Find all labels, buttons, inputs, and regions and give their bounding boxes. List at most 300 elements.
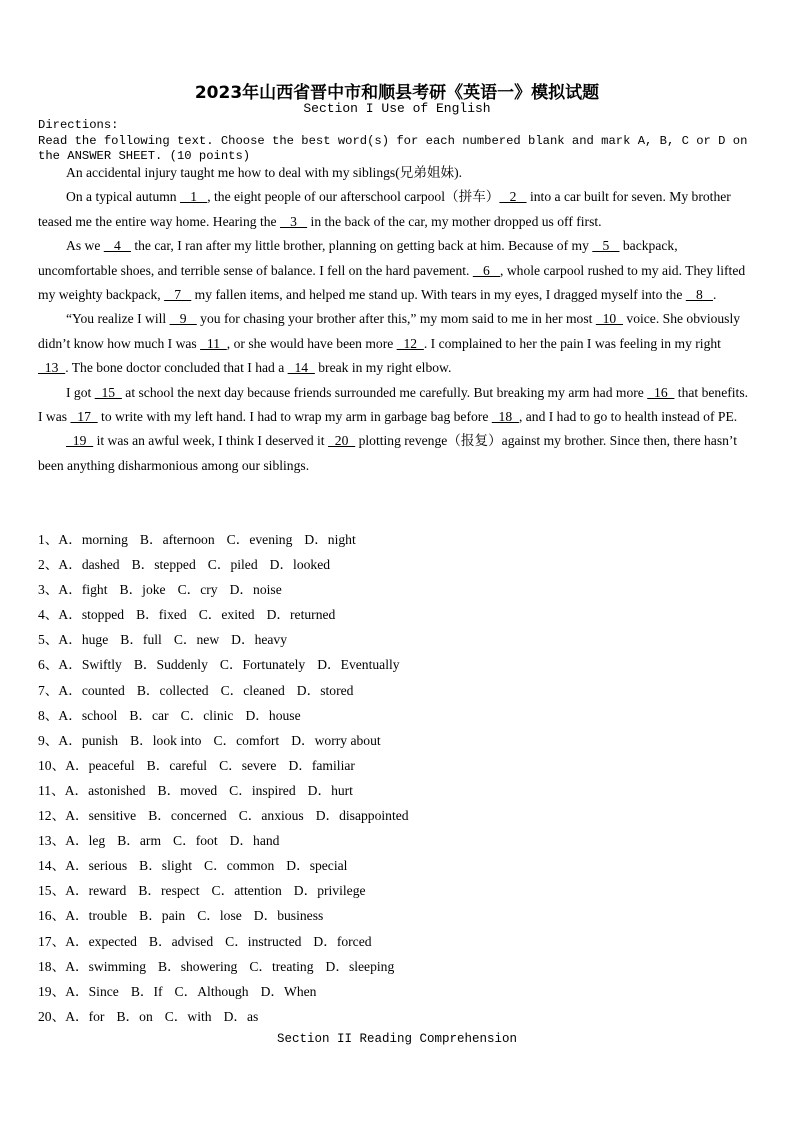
option-text: advised bbox=[171, 933, 214, 949]
option-letter: B． bbox=[136, 607, 159, 623]
answer-option bbox=[129, 708, 168, 723]
option-letter: A． bbox=[58, 657, 82, 673]
question-number: 14、 bbox=[38, 858, 66, 874]
answer-option bbox=[65, 984, 119, 999]
answer-option bbox=[254, 908, 324, 923]
question-row bbox=[38, 527, 421, 552]
answer-option bbox=[65, 833, 105, 848]
answer-option bbox=[239, 808, 304, 823]
option-letter: C． bbox=[204, 858, 227, 874]
answer-option bbox=[270, 557, 330, 572]
question-number: 20、 bbox=[38, 1008, 66, 1024]
option-letter: B． bbox=[116, 1008, 140, 1024]
option-letter: A． bbox=[65, 983, 89, 999]
option-text: new bbox=[196, 632, 220, 648]
passage-text: , and I had to go to health instead of PE. bbox=[518, 409, 738, 425]
option-text: exited bbox=[221, 607, 255, 623]
question-number: 17、 bbox=[38, 933, 66, 949]
option-text: reward bbox=[88, 883, 127, 899]
option-letter: D． bbox=[296, 682, 321, 698]
option-text: sleeping bbox=[348, 958, 395, 974]
passage-text: . The bone doctor concluded that I had a bbox=[65, 360, 288, 376]
option-letter: D． bbox=[288, 757, 312, 773]
option-text: Suddenly bbox=[156, 657, 208, 673]
option-letter: A． bbox=[58, 732, 82, 748]
option-text: comfort bbox=[236, 732, 280, 748]
option-letter: C． bbox=[164, 1008, 188, 1024]
passage-text: in the back of the car, my mother dropped us off first. bbox=[307, 213, 602, 229]
numbered-blank: 18 bbox=[491, 409, 519, 425]
question-number: 6、 bbox=[38, 657, 59, 673]
option-letter: C． bbox=[177, 582, 201, 598]
option-letter: D． bbox=[313, 933, 337, 949]
option-text: respect bbox=[161, 883, 200, 899]
paragraph bbox=[38, 429, 752, 478]
answer-option bbox=[286, 858, 347, 873]
question-row bbox=[38, 853, 421, 878]
option-letter: D． bbox=[253, 908, 278, 924]
answer-option bbox=[208, 557, 258, 572]
passage-text: plotting revenge（报复）against my brother. Since then, there hasn’t been anything disharmonious among our siblings. bbox=[38, 433, 737, 473]
paragraph bbox=[38, 161, 752, 185]
option-letter: B． bbox=[129, 707, 152, 723]
option-text: sensitive bbox=[88, 808, 137, 824]
option-text: piled bbox=[230, 557, 258, 573]
option-letter: D． bbox=[229, 833, 254, 849]
answer-option bbox=[117, 833, 161, 848]
paragraph bbox=[38, 185, 752, 234]
numbered-blank: 3 bbox=[279, 213, 308, 229]
question-row bbox=[38, 878, 421, 903]
answer-option bbox=[132, 557, 196, 572]
question-number: 12、 bbox=[38, 808, 66, 824]
answer-option bbox=[165, 1009, 212, 1024]
option-letter: A． bbox=[58, 532, 82, 547]
question-row bbox=[38, 1004, 421, 1029]
option-text: night bbox=[327, 532, 356, 547]
option-letter: D． bbox=[325, 958, 349, 974]
answer-option bbox=[134, 657, 208, 672]
numbered-blank: 19 bbox=[66, 433, 94, 449]
answer-option bbox=[212, 883, 282, 898]
question-row bbox=[38, 753, 421, 778]
answer-option bbox=[316, 808, 409, 823]
question-row bbox=[38, 678, 421, 703]
option-text: forced bbox=[336, 933, 372, 949]
passage-text: On a typical autumn bbox=[66, 189, 181, 205]
answer-option bbox=[249, 959, 313, 974]
answer-option bbox=[58, 582, 107, 597]
passage-text: I got bbox=[66, 384, 95, 400]
option-text: for bbox=[88, 1008, 105, 1024]
option-letter: C． bbox=[220, 682, 244, 698]
option-text: When bbox=[284, 983, 317, 999]
page-title: 2023年山西省晋中市和顺县考研《英语一》模拟试题 bbox=[194, 83, 600, 103]
option-letter: D． bbox=[317, 657, 341, 673]
answer-option bbox=[140, 532, 215, 547]
option-text: collected bbox=[159, 682, 209, 698]
numbered-blank: 8 bbox=[685, 287, 713, 303]
question-row bbox=[38, 577, 421, 602]
option-text: clinic bbox=[203, 707, 234, 723]
numbered-blank: 1 bbox=[180, 189, 208, 205]
option-text: moved bbox=[180, 782, 218, 798]
answer-option bbox=[58, 657, 121, 672]
answer-option bbox=[139, 858, 192, 873]
answer-option bbox=[65, 959, 146, 974]
option-text: fixed bbox=[158, 607, 187, 623]
option-text: peaceful bbox=[88, 757, 135, 773]
directions-text: Read the following text. Choose the best word(s) for each numbered blank and mark A, B, C or D on the ANSWER SHEET. (10 points) bbox=[38, 134, 748, 163]
option-text: fight bbox=[81, 582, 108, 598]
answer-option bbox=[175, 984, 249, 999]
option-letter: B． bbox=[146, 757, 170, 773]
option-letter: A． bbox=[58, 682, 82, 698]
option-letter: B． bbox=[148, 933, 172, 949]
answer-option bbox=[158, 959, 237, 974]
option-text: stopped bbox=[81, 607, 125, 623]
answer-option bbox=[158, 783, 218, 798]
answer-option bbox=[294, 883, 366, 898]
option-text: arm bbox=[139, 833, 162, 849]
option-text: special bbox=[309, 858, 348, 874]
option-letter: A． bbox=[65, 933, 89, 949]
option-letter: D． bbox=[286, 858, 310, 874]
option-letter: C． bbox=[226, 532, 250, 547]
option-text: morning bbox=[81, 532, 128, 547]
answer-option bbox=[173, 833, 218, 848]
answer-option bbox=[149, 934, 213, 949]
passage-text: . I complained to her the pain I was feeling in my right bbox=[423, 335, 721, 351]
numbered-blank: 9 bbox=[169, 311, 197, 327]
option-letter: B． bbox=[138, 883, 162, 899]
option-letter: B． bbox=[130, 983, 154, 999]
option-letter: A． bbox=[58, 707, 82, 723]
answer-option bbox=[58, 607, 124, 622]
option-text: severe bbox=[241, 757, 277, 773]
option-text: pain bbox=[161, 908, 186, 924]
question-number: 2、 bbox=[38, 557, 59, 573]
option-text: with bbox=[187, 1008, 212, 1024]
question-options bbox=[38, 527, 421, 1029]
option-text: treating bbox=[272, 958, 314, 974]
question-row bbox=[38, 728, 421, 753]
question-number: 10、 bbox=[38, 757, 66, 773]
option-text: showering bbox=[180, 958, 238, 974]
answer-option bbox=[136, 607, 187, 622]
option-letter: A． bbox=[58, 557, 82, 573]
option-text: common bbox=[226, 858, 275, 874]
option-text: punish bbox=[81, 732, 119, 748]
numbered-blank: 2 bbox=[499, 189, 527, 205]
option-letter: D． bbox=[260, 983, 284, 999]
answer-option bbox=[224, 1009, 259, 1024]
answer-option bbox=[225, 934, 301, 949]
numbered-blank: 12 bbox=[396, 335, 424, 351]
question-row bbox=[38, 652, 421, 677]
passage-text: to write with my left hand. I had to wrap my arm in garbage bag before bbox=[97, 409, 492, 425]
answer-option bbox=[313, 934, 371, 949]
paragraph bbox=[38, 307, 752, 380]
option-letter: C． bbox=[198, 607, 222, 623]
answer-option bbox=[178, 582, 218, 597]
question-number: 18、 bbox=[38, 958, 66, 974]
option-text: joke bbox=[142, 582, 166, 598]
question-number: 4、 bbox=[38, 607, 59, 623]
section-heading: Section I Use of English bbox=[303, 101, 491, 116]
passage-text: , whole carpool rushed to my aid. They lifted my weighty backpack, bbox=[38, 262, 746, 303]
option-text: careful bbox=[169, 757, 208, 773]
option-text: expected bbox=[88, 933, 137, 949]
answer-option bbox=[227, 532, 293, 547]
question-number: 13、 bbox=[38, 833, 66, 849]
option-text: dashed bbox=[81, 557, 120, 573]
option-text: concerned bbox=[170, 808, 227, 824]
passage-text: , or she would have been more bbox=[226, 335, 397, 351]
answer-option bbox=[65, 1009, 104, 1024]
option-text: as bbox=[247, 1008, 259, 1024]
option-text: full bbox=[142, 632, 162, 648]
question-number: 16、 bbox=[38, 908, 66, 924]
option-text: hand bbox=[253, 833, 280, 849]
option-letter: D． bbox=[223, 1008, 247, 1024]
option-letter: A． bbox=[58, 632, 82, 648]
option-text: Eventually bbox=[340, 657, 400, 673]
question-number: 9、 bbox=[38, 732, 59, 748]
answer-option bbox=[231, 632, 287, 647]
option-text: foot bbox=[195, 833, 218, 849]
passage-text: my fallen items, and helped me stand up. With tears in my eyes, I dragged myself into the bbox=[191, 287, 686, 303]
option-text: swimming bbox=[88, 958, 147, 974]
option-letter: B． bbox=[158, 958, 181, 974]
numbered-blank: 14 bbox=[287, 360, 315, 376]
option-text: Although bbox=[197, 983, 249, 999]
passage-text: into a car built for seven. My brother teased me the entire way home. Hearing the bbox=[38, 189, 731, 229]
option-letter: A． bbox=[65, 883, 89, 899]
option-letter: A． bbox=[65, 908, 89, 924]
section-heading-2: Section II Reading Comprehension bbox=[276, 1032, 518, 1046]
answer-option bbox=[130, 733, 201, 748]
option-text: cleaned bbox=[243, 682, 285, 698]
option-letter: B． bbox=[130, 732, 153, 748]
option-letter: D． bbox=[266, 607, 291, 623]
option-text: car bbox=[151, 707, 169, 723]
option-letter: C． bbox=[211, 883, 235, 899]
option-letter: C． bbox=[238, 808, 262, 824]
passage-text: voice. She obviously didn’t know how much I was bbox=[38, 311, 741, 351]
numbered-blank: 17 bbox=[70, 409, 98, 425]
answer-option bbox=[147, 758, 207, 773]
question-number: 7、 bbox=[38, 682, 59, 698]
option-letter: D． bbox=[304, 532, 328, 547]
option-letter: A． bbox=[65, 858, 89, 874]
option-letter: B． bbox=[120, 632, 143, 648]
option-letter: B． bbox=[119, 582, 143, 598]
option-letter: A． bbox=[58, 582, 82, 598]
answer-option bbox=[174, 632, 219, 647]
answer-option bbox=[297, 683, 354, 698]
answer-option bbox=[120, 582, 166, 597]
passage-text: . bbox=[712, 287, 717, 303]
answer-option bbox=[58, 683, 124, 698]
answer-option bbox=[116, 1009, 152, 1024]
passage-text: backpack, uncomfortable shoes, and terrible sense of balance. I fell on the hard pavement. bbox=[38, 238, 678, 278]
option-letter: B． bbox=[136, 682, 160, 698]
passage-text: it was an awful week, I think I deserved it bbox=[93, 433, 328, 449]
question-number: 1、 bbox=[38, 532, 59, 547]
answer-option bbox=[65, 858, 127, 873]
answer-option bbox=[288, 758, 354, 773]
question-row bbox=[38, 703, 421, 728]
answer-option bbox=[65, 934, 137, 949]
numbered-blank: 5 bbox=[592, 238, 620, 254]
passage-text: , the eight people of our afterschool carpool（拼车） bbox=[207, 189, 500, 205]
question-row bbox=[38, 778, 421, 803]
answer-option bbox=[65, 758, 134, 773]
question-row bbox=[38, 828, 421, 853]
passage-text: the car, I ran after my little brother, planning on getting back at him. Because of my bbox=[130, 238, 593, 254]
option-text: leg bbox=[88, 833, 106, 849]
option-letter: D． bbox=[307, 782, 332, 798]
answer-option bbox=[139, 908, 185, 923]
paragraph bbox=[38, 381, 752, 430]
numbered-blank: 16 bbox=[647, 384, 675, 400]
option-letter: C． bbox=[180, 707, 204, 723]
option-text: noise bbox=[253, 582, 282, 598]
option-letter: C． bbox=[207, 557, 231, 573]
answer-option bbox=[291, 733, 381, 748]
option-text: serious bbox=[88, 858, 128, 874]
passage-text: that benefits. I was bbox=[38, 384, 749, 425]
option-text: business bbox=[277, 908, 324, 924]
answer-option bbox=[267, 607, 336, 622]
answer-option bbox=[204, 858, 274, 873]
option-letter: B． bbox=[148, 808, 171, 824]
option-letter: A． bbox=[65, 833, 89, 849]
option-text: house bbox=[268, 707, 301, 723]
numbered-blank: 6 bbox=[472, 262, 501, 278]
option-text: evening bbox=[249, 532, 293, 547]
option-text: stored bbox=[320, 682, 354, 698]
answer-option bbox=[65, 908, 127, 923]
option-text: slight bbox=[161, 858, 193, 874]
option-text: stepped bbox=[154, 557, 196, 573]
option-letter: C． bbox=[174, 983, 198, 999]
answer-option bbox=[304, 532, 355, 547]
option-text: on bbox=[139, 1008, 153, 1024]
question-row bbox=[38, 903, 421, 928]
answer-option bbox=[58, 632, 108, 647]
option-text: attention bbox=[234, 883, 282, 899]
answer-option bbox=[65, 808, 136, 823]
paragraph bbox=[38, 234, 752, 307]
answer-option bbox=[308, 783, 353, 798]
answer-option bbox=[58, 708, 117, 723]
answer-option bbox=[131, 984, 163, 999]
option-text: anxious bbox=[261, 808, 304, 824]
option-text: astonished bbox=[88, 782, 146, 798]
numbered-blank: 13 bbox=[38, 360, 66, 376]
option-letter: C． bbox=[225, 933, 248, 949]
answer-option bbox=[220, 657, 305, 672]
option-text: school bbox=[81, 707, 118, 723]
option-letter: D． bbox=[231, 632, 255, 648]
option-letter: B． bbox=[139, 858, 162, 874]
passage-text: As we bbox=[66, 238, 104, 254]
option-text: counted bbox=[81, 682, 125, 698]
option-text: disappointed bbox=[339, 808, 409, 824]
answer-option bbox=[58, 557, 119, 572]
numbered-blank: 4 bbox=[103, 238, 131, 254]
directions-label: Directions: bbox=[38, 118, 119, 132]
option-letter: C． bbox=[219, 757, 242, 773]
cloze-passage bbox=[38, 161, 752, 478]
option-letter: C． bbox=[213, 732, 237, 748]
option-text: returned bbox=[290, 607, 336, 623]
question-number: 8、 bbox=[38, 707, 59, 723]
option-letter: B． bbox=[117, 833, 140, 849]
option-text: If bbox=[153, 983, 163, 999]
passage-text: An accidental injury taught me how to deal with my siblings(兄弟姐妹). bbox=[66, 165, 463, 180]
answer-option bbox=[326, 959, 395, 974]
answer-option bbox=[230, 582, 282, 597]
numbered-blank: 10 bbox=[595, 311, 623, 327]
answer-option bbox=[181, 708, 234, 723]
option-letter: D． bbox=[229, 582, 254, 598]
option-letter: A． bbox=[65, 757, 89, 773]
option-text: afternoon bbox=[162, 532, 215, 547]
option-letter: B． bbox=[157, 782, 181, 798]
passage-text: you for chasing your brother after this,” my mom said to me in her most bbox=[196, 311, 596, 327]
option-text: lose bbox=[219, 908, 242, 924]
answer-option bbox=[213, 733, 279, 748]
option-letter: B． bbox=[139, 908, 162, 924]
answer-option bbox=[197, 908, 242, 923]
question-row bbox=[38, 929, 421, 954]
option-letter: A． bbox=[65, 1008, 89, 1024]
question-number: 3、 bbox=[38, 582, 59, 598]
question-number: 5、 bbox=[38, 632, 59, 648]
option-text: looked bbox=[293, 557, 331, 573]
option-letter: C． bbox=[219, 657, 243, 673]
option-letter: C． bbox=[173, 833, 196, 849]
answer-option bbox=[219, 758, 276, 773]
option-text: Since bbox=[88, 983, 119, 999]
option-letter: D． bbox=[315, 808, 340, 824]
option-text: Swiftly bbox=[81, 657, 122, 673]
answer-option bbox=[137, 683, 209, 698]
option-letter: C． bbox=[229, 782, 252, 798]
option-text: huge bbox=[81, 632, 109, 648]
question-row bbox=[38, 552, 421, 577]
option-letter: A． bbox=[65, 808, 89, 824]
question-row bbox=[38, 602, 421, 627]
numbered-blank: 7 bbox=[164, 287, 192, 303]
option-letter: D． bbox=[291, 732, 315, 748]
answer-option bbox=[245, 708, 300, 723]
option-text: familiar bbox=[311, 757, 355, 773]
option-letter: A． bbox=[65, 958, 89, 974]
passage-text: break in my right elbow. bbox=[314, 360, 452, 376]
question-row bbox=[38, 627, 421, 652]
option-letter: D． bbox=[293, 883, 318, 899]
option-letter: A． bbox=[58, 607, 82, 623]
question-number: 19、 bbox=[38, 983, 66, 999]
answer-option bbox=[65, 783, 146, 798]
option-text: privilege bbox=[317, 883, 366, 899]
numbered-blank: 20 bbox=[328, 433, 356, 449]
option-text: heavy bbox=[254, 632, 288, 648]
